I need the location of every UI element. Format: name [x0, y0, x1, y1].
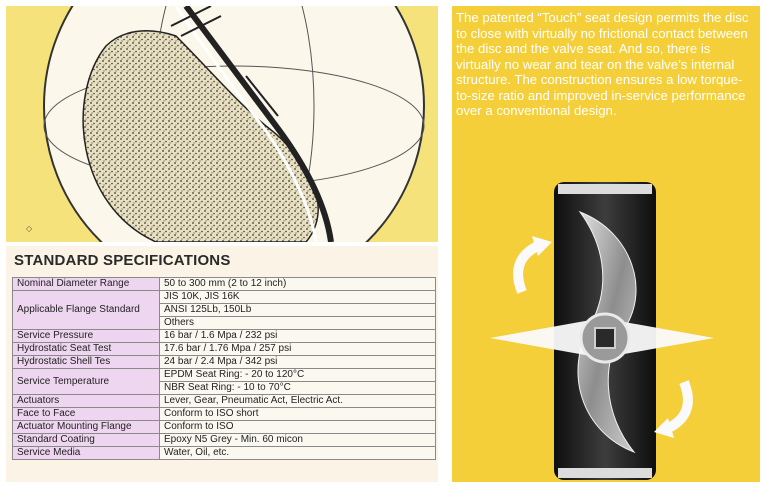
spec-label: Service Media: [13, 447, 160, 460]
spec-row: [13, 330, 436, 343]
spec-value: 17.6 bar / 1.76 Mpa / 257 psi: [160, 343, 436, 356]
spec-row: [13, 356, 436, 369]
spec-label: Hydrostatic Seat Test: [13, 343, 160, 356]
spec-row: [13, 395, 436, 408]
spec-value: JIS 10K, JIS 16K: [160, 291, 436, 304]
spec-value: Lever, Gear, Pneumatic Act, Electric Act.: [160, 395, 436, 408]
spec-label: Applicable Flange Standard: [13, 291, 160, 330]
specifications-table: [12, 277, 436, 460]
spec-label: Face to Face: [13, 408, 160, 421]
spec-value: 50 to 300 mm (2 to 12 inch): [160, 278, 436, 291]
valve-cutaway-illustration: [452, 172, 760, 482]
spec-value: Epoxy N5 Grey - Min. 60 micon: [160, 434, 436, 447]
spec-row: [13, 343, 436, 356]
svg-text:◇: ◇: [26, 224, 33, 233]
spec-label: Standard Coating: [13, 434, 160, 447]
spec-value: 24 bar / 2.4 Mpa / 342 psi: [160, 356, 436, 369]
spec-row: [13, 434, 436, 447]
spec-label: Nominal Diameter Range: [13, 278, 160, 291]
spec-label: Service Pressure: [13, 330, 160, 343]
spec-label: Hydrostatic Shell Tes: [13, 356, 160, 369]
spec-row: [13, 278, 436, 291]
spec-row: [13, 369, 436, 382]
specifications-title: STANDARD SPECIFICATIONS: [14, 252, 231, 269]
spec-row: [13, 447, 436, 460]
spec-row: [13, 421, 436, 434]
spec-row: [13, 408, 436, 421]
spec-value: ANSI 125Lb, 150Lb: [160, 304, 436, 317]
spec-value: 16 bar / 1.6 Mpa / 232 psi: [160, 330, 436, 343]
spec-label: Actuators: [13, 395, 160, 408]
specifications-panel: [6, 246, 438, 482]
spec-value: Conform to ISO short: [160, 408, 436, 421]
spec-label: Actuator Mounting Flange: [13, 421, 160, 434]
disc-sketch-panel: [6, 6, 438, 242]
spec-value: EPDM Seat Ring: - 20 to 120°C: [160, 369, 436, 382]
spec-value: Conform to ISO: [160, 421, 436, 434]
spec-row: [13, 291, 436, 304]
spec-value: Water, Oil, etc.: [160, 447, 436, 460]
disc-sketch-illustration: [6, 6, 438, 242]
spec-value: Others: [160, 317, 436, 330]
description-text: The patented “Touch” seat design permits the disc to close with virtually no frictional contact between the disc and the valve seat. And so, there is virtually no wear and tear on the valve’s internal structure. The construction ensures a low torque-to-size ratio and improved in-service performance over a conventional design.: [456, 10, 749, 118]
spec-label: Service Temperature: [13, 369, 160, 395]
spec-value: NBR Seat Ring: - 10 to 70°C: [160, 382, 436, 395]
description-panel: [452, 6, 760, 482]
